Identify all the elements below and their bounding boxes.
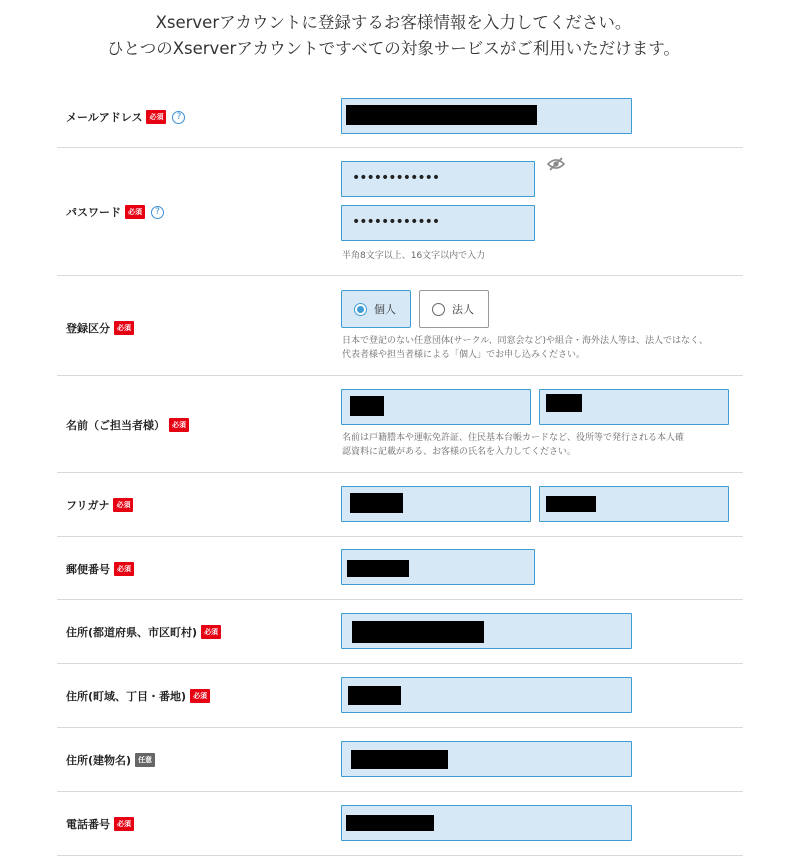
password-input[interactable] [341, 161, 535, 197]
row-postal [57, 537, 743, 600]
row-registration-type [57, 276, 743, 376]
type-label: 登録区分 [66, 322, 110, 335]
postal-label: 郵便番号 [66, 563, 110, 576]
row-address-1 [57, 600, 743, 664]
radio-individual-label: 個人 [374, 303, 396, 316]
redacted-value [346, 105, 537, 125]
phone-label-group [66, 816, 134, 832]
password-label: パスワード [66, 206, 121, 219]
address3-label-group [66, 752, 155, 768]
redacted-value [350, 396, 384, 416]
last-name-kana-input[interactable] [341, 486, 531, 522]
address2-label-group [66, 688, 210, 704]
intro [0, 0, 787, 62]
email-label: メールアドレス [66, 111, 143, 124]
name-note-line-1: 名前は戸籍謄本や運転免許証、住民基本台帳カードなど、役所等で発行される本人確 [342, 433, 685, 443]
row-password [57, 148, 743, 276]
required-badge: 必須 [201, 625, 221, 639]
password-label-group [66, 204, 164, 220]
row-email [57, 85, 743, 148]
optional-badge: 任意 [135, 753, 155, 767]
street-address-input[interactable] [341, 677, 632, 713]
row-furigana [57, 473, 743, 537]
redacted-value [546, 496, 596, 512]
first-name-kana-input[interactable] [539, 486, 729, 522]
address2-label: 住所(町域、丁目・番地) [66, 690, 187, 703]
address1-label-group [66, 624, 221, 640]
password-confirm-masked-value: •••••••••••• [352, 214, 440, 230]
redacted-value [351, 750, 448, 769]
radio-individual[interactable] [341, 290, 411, 328]
required-badge: 必須 [113, 498, 133, 512]
last-name-input[interactable] [341, 389, 531, 425]
password-note: 半角8文字以上、16文字以内で入力 [342, 251, 486, 261]
password-masked-value: •••••••••••• [352, 170, 440, 186]
building-input[interactable] [341, 741, 632, 777]
type-note-line-2: 代表者様や担当者様による「個人」でお申し込みください。 [342, 350, 586, 360]
redacted-value [347, 560, 409, 577]
redacted-value [352, 621, 484, 643]
address3-label: 住所(建物名) [66, 754, 132, 767]
furigana-label-group [66, 497, 133, 513]
postal-code-input[interactable] [341, 549, 535, 585]
phone-label: 電話番号 [66, 818, 110, 831]
name-note [342, 431, 742, 459]
help-icon[interactable]: ? [151, 206, 164, 219]
required-badge: 必須 [125, 205, 145, 219]
radio-circle [354, 303, 367, 316]
email-input[interactable] [341, 98, 632, 134]
required-badge: 必須 [146, 110, 166, 124]
registration-form [57, 85, 743, 856]
row-phone [57, 792, 743, 856]
intro-line-1: Xserverアカウントに登録するお客様情報を入力してください。 [155, 13, 632, 32]
redacted-value [350, 493, 403, 513]
radio-circle [432, 303, 445, 316]
radio-corporation-label: 法人 [452, 303, 474, 316]
type-label-group [66, 320, 134, 336]
name-note-line-2: 認資料に記載がある、お客様の氏名を入力してください。 [342, 447, 577, 457]
name-label-group [66, 417, 189, 433]
postal-label-group [66, 561, 134, 577]
required-badge: 必須 [114, 817, 134, 831]
email-label-group [66, 109, 185, 125]
redacted-value [346, 815, 434, 831]
type-note-line-1: 日本で登記のない任意団体(サークル、同窓会など)や組合・海外法人等は、法人ではなく、 [342, 336, 708, 346]
radio-corporation[interactable] [419, 290, 489, 328]
help-icon[interactable]: ? [172, 111, 185, 124]
furigana-label: フリガナ [66, 499, 110, 512]
address1-label: 住所(都道府県、市区町村) [66, 626, 198, 639]
row-address-3 [57, 728, 743, 792]
type-note [342, 334, 742, 362]
name-label: 名前（ご担当者様） [66, 419, 165, 432]
first-name-input[interactable] [539, 389, 729, 425]
password-confirm-input[interactable] [341, 205, 535, 241]
required-badge: 必須 [114, 562, 134, 576]
required-badge: 必須 [190, 689, 210, 703]
redacted-value [348, 686, 401, 705]
prefecture-city-input[interactable] [341, 613, 632, 649]
required-badge: 必須 [169, 418, 189, 432]
row-name [57, 376, 743, 473]
intro-line-2: ひとつのXserverアカウントですべての対象サービスがご利用いただけます。 [107, 39, 680, 58]
redacted-value [546, 394, 582, 412]
eye-slash-icon[interactable] [547, 156, 565, 172]
required-badge: 必須 [114, 321, 134, 335]
phone-input[interactable] [341, 805, 632, 841]
row-address-2 [57, 664, 743, 728]
